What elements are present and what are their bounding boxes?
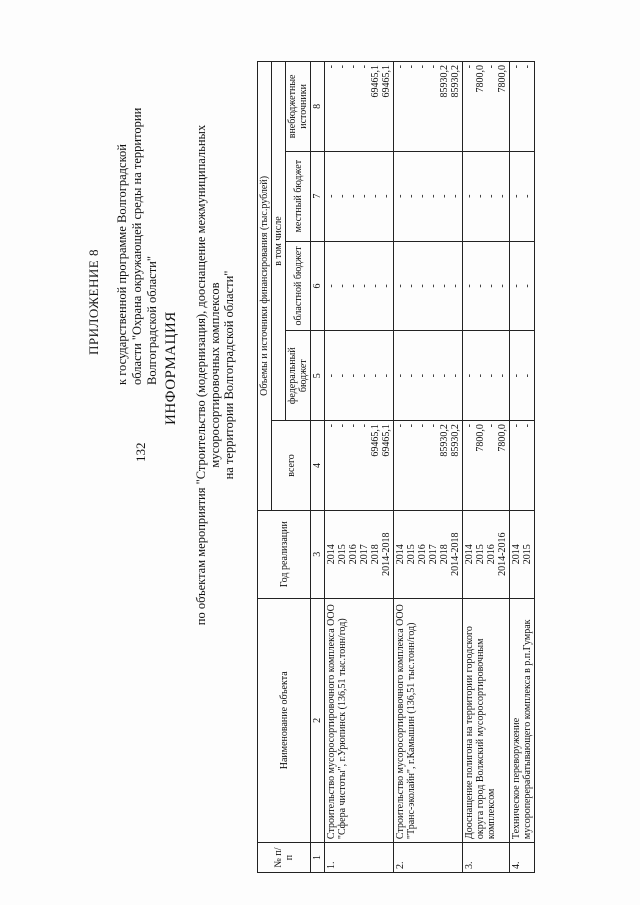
year-cell-value: 2016: [486, 544, 497, 565]
federal-cell-value: -: [428, 374, 439, 378]
year-cell: [394, 510, 463, 598]
offbudget-cell-value: 85930,2: [439, 65, 450, 98]
col-number: 2: [311, 598, 325, 843]
total-cell-value: 85930,2: [450, 424, 461, 457]
object-name: Строительство мусоросортировочного комплекса ООО "Транс-эколайн", г.Камышин (136,51 тыс.тонн/год): [394, 598, 463, 843]
total-cell-value: 85930,2: [439, 424, 450, 457]
offbudget-cell-value: 7800,0: [497, 65, 508, 93]
regional-cell: [463, 241, 510, 331]
federal-cell-value: -: [511, 374, 522, 378]
appendix-line: Волгоградской области": [145, 256, 159, 385]
header-incl: в том числе: [272, 62, 286, 421]
header-federal: федеральный бюджет: [286, 331, 311, 421]
regional-cell-value: -: [359, 284, 370, 288]
local-cell-value: -: [348, 194, 359, 198]
regional-cell-value: -: [337, 284, 348, 288]
header-funding: Объемы и источники финансирования (тыс.рублей): [258, 62, 272, 511]
regional-cell-value: -: [475, 284, 486, 288]
year-cell-value: 2014: [395, 544, 406, 565]
federal-cell-value: -: [522, 374, 533, 378]
year-cell-value: 2015: [522, 544, 533, 565]
header-name: Наименование объекта: [258, 598, 311, 843]
regional-cell-value: -: [406, 284, 417, 288]
offbudget-cell-value: -: [428, 65, 439, 69]
year-cell-value: 2015: [406, 544, 417, 565]
col-number: 4: [311, 421, 325, 511]
regional-cell-value: -: [395, 284, 406, 288]
col-number: 8: [311, 62, 325, 152]
table-row: [325, 62, 394, 873]
offbudget-cell: [394, 62, 463, 152]
total-cell: [463, 421, 510, 511]
subtitle-line: по объектам мероприятия "Строительство (модернизация), дооснащение межмуниципальных мусоросортировочных комплексов: [194, 124, 222, 626]
year-cell-value: 2018: [370, 544, 381, 565]
year-cell: [463, 510, 510, 598]
table-row: [394, 62, 463, 873]
local-cell-value: -: [464, 194, 475, 198]
header-year: Год реализации: [258, 510, 311, 598]
local-cell-value: -: [486, 194, 497, 198]
total-cell-value: -: [522, 424, 533, 428]
row-number: 3.: [463, 843, 510, 873]
federal-cell-value: -: [337, 374, 348, 378]
year-cell-value: 2015: [475, 544, 486, 565]
appendix-reference: [115, 25, 160, 385]
federal-cell: [463, 331, 510, 421]
funding-table: [257, 61, 535, 873]
offbudget-cell-value: 85930,2: [450, 65, 461, 98]
year-cell-value: 2017: [428, 544, 439, 565]
year-cell-value: 2014: [464, 544, 475, 565]
regional-cell: [325, 241, 394, 331]
federal-cell-value: -: [486, 374, 497, 378]
document-subtitle: [194, 95, 236, 655]
local-cell-value: -: [359, 194, 370, 198]
federal-cell-value: -: [475, 374, 486, 378]
col-number: 7: [311, 151, 325, 241]
total-cell: [394, 421, 463, 511]
regional-cell-value: -: [522, 284, 533, 288]
year-cell: [510, 510, 535, 598]
local-cell-value: -: [381, 194, 392, 198]
table-row: [463, 62, 510, 873]
object-name: Строительство мусоросортировочного комплекса ООО "Сфера чистоты", г.Урюпинск (136,51 тыс.тонн/год): [325, 598, 394, 843]
col-number: 5: [311, 331, 325, 421]
total-cell-value: 69465,1: [370, 424, 381, 457]
federal-cell-value: -: [497, 374, 508, 378]
subtitle-line: на территории Волгоградской области": [222, 270, 236, 480]
total-cell-value: -: [406, 424, 417, 428]
header-no: № п/п: [258, 843, 311, 873]
offbudget-cell-value: -: [406, 65, 417, 69]
offbudget-cell-value: -: [337, 65, 348, 69]
col-number: 3: [311, 510, 325, 598]
federal-cell-value: -: [381, 374, 392, 378]
offbudget-cell-value: -: [464, 65, 475, 69]
federal-cell-value: -: [348, 374, 359, 378]
federal-cell-value: -: [464, 374, 475, 378]
federal-cell-value: -: [417, 374, 428, 378]
total-cell-value: -: [326, 424, 337, 428]
local-cell-value: -: [450, 194, 461, 198]
total-cell-value: -: [486, 424, 497, 428]
offbudget-cell-value: 7800,0: [475, 65, 486, 93]
year-cell-value: 2014: [326, 544, 337, 565]
regional-cell: [394, 241, 463, 331]
regional-cell-value: -: [450, 284, 461, 288]
year-cell-value: 2014-2018: [381, 532, 392, 576]
year-cell-value: 2016: [417, 544, 428, 565]
federal-cell-value: -: [370, 374, 381, 378]
offbudget-cell-value: -: [326, 65, 337, 69]
col-number: 1: [311, 843, 325, 873]
total-cell-value: -: [348, 424, 359, 428]
federal-cell-value: -: [439, 374, 450, 378]
header-local: местный бюджет: [286, 151, 311, 241]
year-cell-value: 2014: [511, 544, 522, 565]
object-name: Техническое переворужение мусороперерабатывающего комплекса в р.п.Гумрак: [510, 598, 535, 843]
local-cell-value: -: [406, 194, 417, 198]
regional-cell-value: -: [370, 284, 381, 288]
header-total: всего: [272, 421, 311, 511]
local-cell: [463, 151, 510, 241]
page-number: 132: [133, 442, 148, 462]
local-cell-value: -: [439, 194, 450, 198]
federal-cell: [510, 331, 535, 421]
total-cell: [510, 421, 535, 511]
local-cell-value: -: [337, 194, 348, 198]
federal-cell-value: -: [395, 374, 406, 378]
appendix-line: области "Охрана окружающей среды на территории: [130, 107, 144, 385]
total-cell-value: -: [428, 424, 439, 428]
local-cell: [394, 151, 463, 241]
local-cell-value: -: [511, 194, 522, 198]
regional-cell-value: -: [497, 284, 508, 288]
local-cell-value: -: [417, 194, 428, 198]
total-cell-value: -: [395, 424, 406, 428]
offbudget-cell-value: -: [395, 65, 406, 69]
offbudget-cell: [510, 62, 535, 152]
federal-cell-value: -: [359, 374, 370, 378]
local-cell-value: -: [497, 194, 508, 198]
federal-cell-value: -: [450, 374, 461, 378]
regional-cell-value: -: [348, 284, 359, 288]
year-cell-value: 2014-2018: [450, 532, 461, 576]
regional-cell-value: -: [417, 284, 428, 288]
offbudget-cell-value: -: [417, 65, 428, 69]
total-cell-value: -: [417, 424, 428, 428]
appendix-title: ПРИЛОЖЕНИЕ 8: [86, 249, 101, 355]
year-cell-value: 2017: [359, 544, 370, 565]
regional-cell-value: -: [428, 284, 439, 288]
offbudget-cell: [463, 62, 510, 152]
regional-cell-value: -: [439, 284, 450, 288]
offbudget-cell-value: -: [522, 65, 533, 69]
local-cell-value: -: [522, 194, 533, 198]
regional-cell-value: -: [464, 284, 475, 288]
total-cell-value: 7800,0: [497, 424, 508, 452]
offbudget-cell-value: -: [359, 65, 370, 69]
federal-cell-value: -: [326, 374, 337, 378]
row-number: 1.: [325, 843, 394, 873]
total-cell-value: -: [464, 424, 475, 428]
year-cell: [325, 510, 394, 598]
total-cell-value: -: [337, 424, 348, 428]
regional-cell-value: -: [486, 284, 497, 288]
total-cell-value: -: [359, 424, 370, 428]
total-cell-value: -: [511, 424, 522, 428]
local-cell-value: -: [326, 194, 337, 198]
year-cell-value: 2016: [348, 544, 359, 565]
row-number: 2.: [394, 843, 463, 873]
table-row: [510, 62, 535, 873]
regional-cell-value: -: [381, 284, 392, 288]
col-number: 6: [311, 241, 325, 331]
total-cell-value: 7800,0: [475, 424, 486, 452]
offbudget-cell-value: 69465,1: [381, 65, 392, 98]
local-cell-value: -: [395, 194, 406, 198]
total-cell-value: 69465,1: [381, 424, 392, 457]
regional-cell: [510, 241, 535, 331]
table-body: [325, 62, 535, 873]
document-heading: ИНФОРМАЦИЯ: [163, 311, 179, 425]
appendix-line: к государственной программе Волгоградской: [115, 144, 129, 385]
object-name: Дооснащение полигона на территории городского округа город Волжский мусоросортировочным комплексом: [463, 598, 510, 843]
year-cell-value: 2014-2016: [497, 532, 508, 576]
local-cell-value: -: [428, 194, 439, 198]
offbudget-cell-value: -: [348, 65, 359, 69]
year-cell-value: 2018: [439, 544, 450, 565]
regional-cell-value: -: [326, 284, 337, 288]
total-cell: [325, 421, 394, 511]
offbudget-cell: [325, 62, 394, 152]
federal-cell: [325, 331, 394, 421]
federal-cell-value: -: [406, 374, 417, 378]
row-number: 4.: [510, 843, 535, 873]
offbudget-cell-value: -: [511, 65, 522, 69]
local-cell-value: -: [370, 194, 381, 198]
header-regional: областной бюджет: [286, 241, 311, 331]
header-offbudget: внебюджетные источники: [286, 62, 311, 152]
local-cell: [325, 151, 394, 241]
federal-cell: [394, 331, 463, 421]
local-cell: [510, 151, 535, 241]
regional-cell-value: -: [511, 284, 522, 288]
local-cell-value: -: [475, 194, 486, 198]
offbudget-cell-value: 69465,1: [370, 65, 381, 98]
offbudget-cell-value: -: [486, 65, 497, 69]
year-cell-value: 2015: [337, 544, 348, 565]
